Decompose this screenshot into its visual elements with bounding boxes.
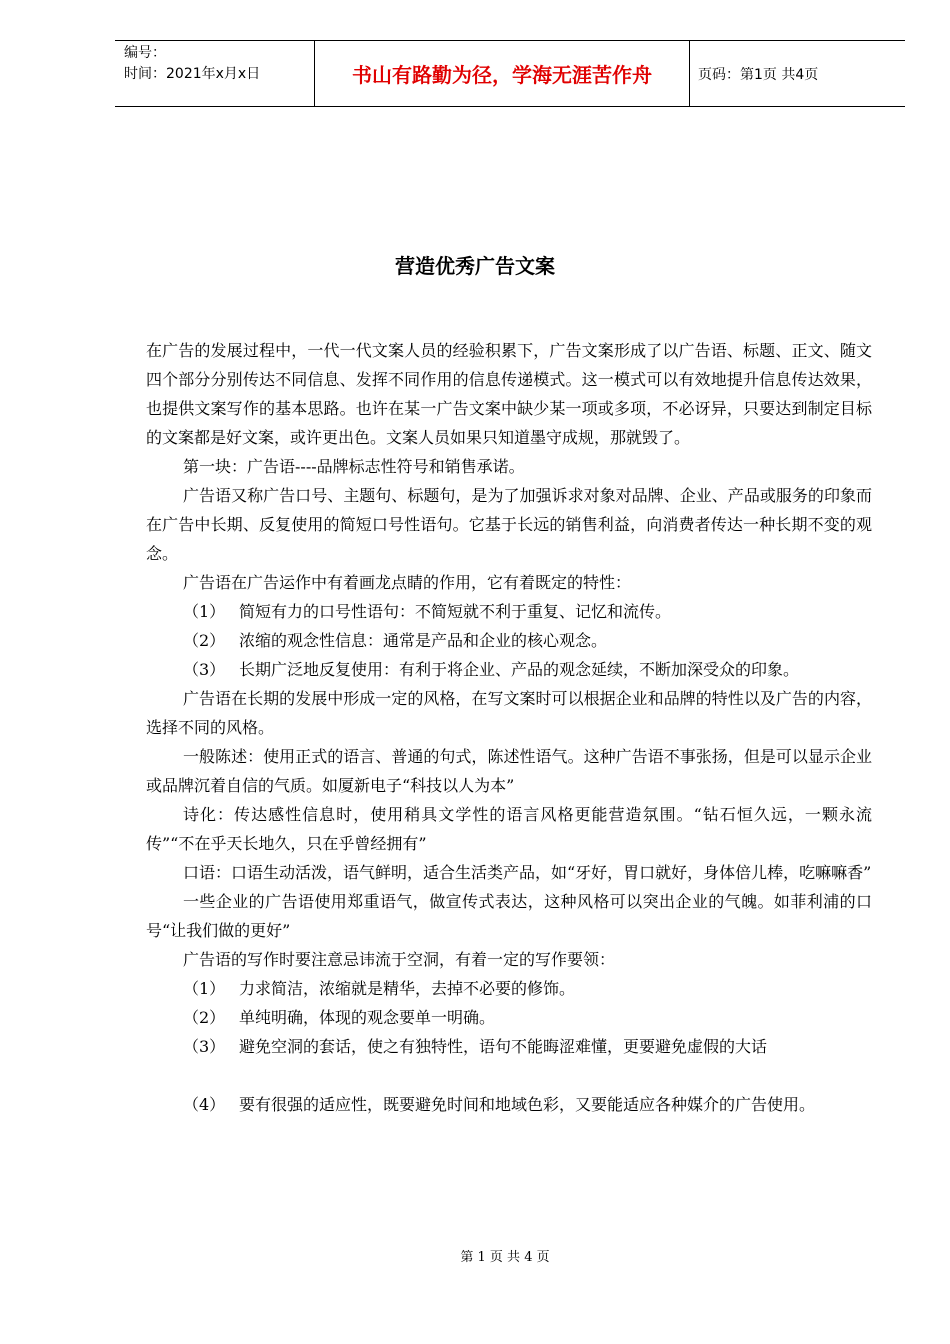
document-body [146,336,872,1119]
paragraph [146,887,872,945]
list-item-number: （1） [183,979,226,998]
list-item-number: （3） [183,1037,226,1056]
list-item [146,974,872,1003]
paragraph-text: 一般陈述：使用正式的语言、普通的句式，陈述性语气。这种广告语不事张扬，但是可以显示企业或品牌沉着自信的气质。如厦新电子“科技以人为本” [146,747,872,795]
list-item [146,655,872,684]
paragraph [146,568,872,597]
list-item-number: （3） [183,660,226,679]
paragraph [146,452,872,481]
list-item [146,1090,872,1119]
paragraph-text: 简短有力的口号性语句：不简短就不利于重复、记忆和流传。 [239,602,672,621]
list-item [146,1032,872,1061]
time-label: 时间：2021年x月x日 [124,66,261,82]
paragraph-text: 广告语在长期的发展中形成一定的风格，在写文案时可以根据企业和品牌的特性以及广告的内容，选择不同的风格。 [146,689,872,737]
list-item-number: （2） [183,1008,226,1027]
paragraph [146,800,872,858]
header-page-info: 页码：第1页 共4页 [698,66,819,83]
paragraph-text: 力求简洁，浓缩就是精华，去掉不必要的修饰。 [239,979,576,998]
document-title: 营造优秀广告文案 [395,254,555,278]
list-item-number: （4） [183,1095,226,1114]
header-meta [115,41,315,106]
code-label: 编号： [124,45,166,61]
list-item [146,597,872,626]
paragraph-text: 广告语的写作时要注意忌讳流于空洞，有着一定的写作要领： [183,950,616,969]
paragraph-text: 第一块：广告语----品牌标志性符号和销售承诺。 [183,457,525,476]
list-item [146,626,872,655]
paragraph [146,945,872,974]
paragraph [146,742,872,800]
paragraph-text: 在广告的发展过程中，一代一代文案人员的经验积累下，广告文案形成了以广告语、标题、正文、随文四个部分分别传达不同信息、发挥不同作用的信息传递模式。这一模式可以有效地提升信息传达效果，也提供文案写作的基本思路。也许在某一广告文案中缺少某一项或多项，不必讶异，只要达到制定目标的文案都是好文案，或许更出色。文案人员如果只知道墨守成规，那就毁了。 [146,341,872,447]
paragraph-text: 要有很强的适应性，既要避免时间和地域色彩，又要能适应各种媒介的广告使用。 [239,1095,816,1114]
list-item-number: （2） [183,631,226,650]
paragraph-spacer [146,1061,872,1090]
page-footer: 第 1 页 共 4 页 [460,1250,550,1265]
paragraph-text: 一些企业的广告语使用郑重语气，做宣传式表达，这种风格可以突出企业的气魄。如菲利浦的口号“让我们做的更好” [146,892,872,940]
paragraph [146,684,872,742]
paragraph-text: 长期广泛地反复使用：有利于将企业、产品的观念延续，不断加深受众的印象。 [239,660,800,679]
list-item-number: （1） [183,602,226,621]
paragraph-text: 避免空洞的套话，使之有独特性，语句不能晦涩难懂，更要避免虚假的大话 [239,1037,768,1056]
paragraph-text: 浓缩的观念性信息：通常是产品和企业的核心观念。 [239,631,608,650]
paragraph [146,481,872,568]
paragraph [146,336,872,452]
header-motto: 书山有路勤为径，学海无涯苦作舟 [315,41,690,106]
paragraph-text: 单纯明确，体现的观念要单一明确。 [239,1008,496,1027]
paragraph-text: 广告语在广告运作中有着画龙点睛的作用，它有着既定的特性： [183,573,632,592]
paragraph-text: 广告语又称广告口号、主题句、标题句，是为了加强诉求对象对品牌、企业、产品或服务的印象而在广告中长期、反复使用的简短口号性语句。它基于长远的销售利益，向消费者传达一种长期不变的观念。 [146,486,872,563]
list-item [146,1003,872,1032]
paragraph-text: 诗化：传达感性信息时，使用稍具文学性的语言风格更能营造氛围。“钻石恒久远，一颗永流传”“不在乎天长地久，只在乎曾经拥有” [146,805,872,853]
paragraph [146,858,872,887]
header-table [115,40,905,107]
paragraph-text: 口语：口语生动活泼，语气鲜明，适合生活类产品，如“牙好，胃口就好，身体倍儿棒，吃嘛嘛香” [183,863,872,882]
